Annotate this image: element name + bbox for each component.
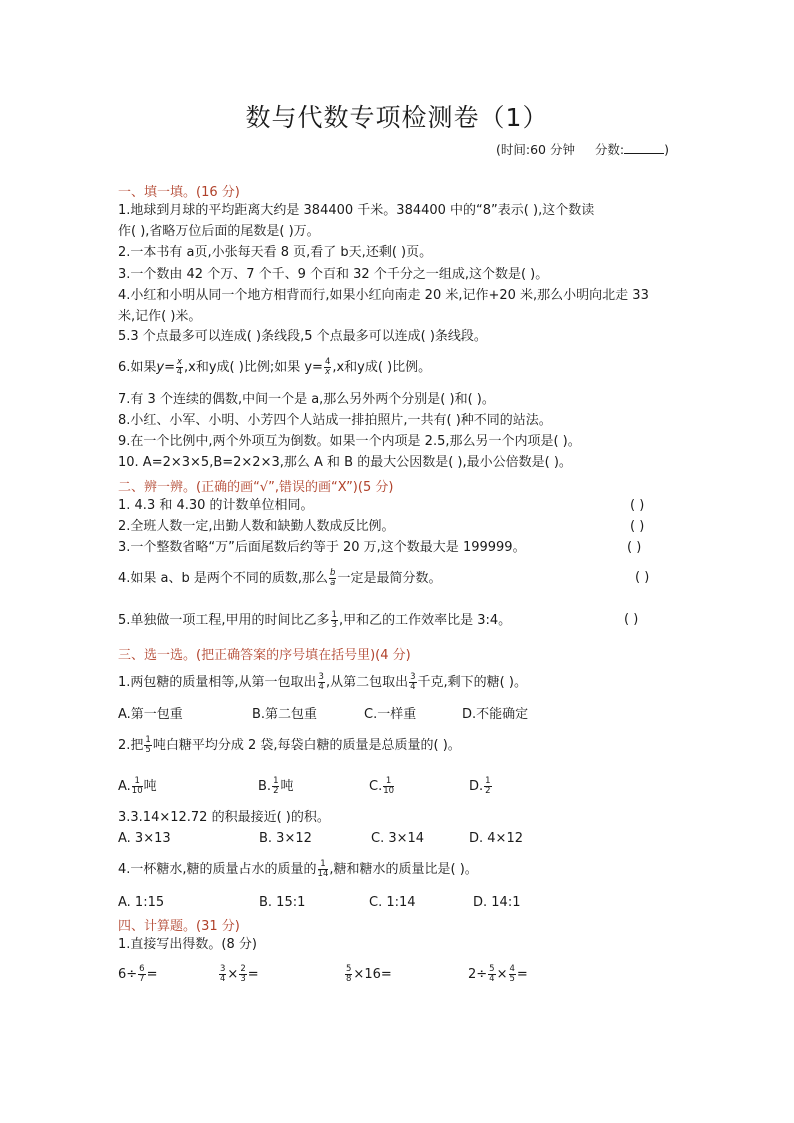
s3-q1 (118, 673, 527, 692)
calc-4-d1: 4 (489, 974, 495, 984)
calc-2-op: × (227, 967, 239, 982)
s3-q1-fraction-2 (409, 673, 416, 692)
s3-q2-c-num: 1 (383, 777, 394, 787)
s3-q2-option-d (469, 777, 493, 796)
s3-q2-a-fraction (132, 777, 143, 796)
calc-1-den: 7 (139, 974, 145, 984)
s3-q4-lead: 4.一杯糖水,糖的质量占水的质量的 (118, 862, 317, 877)
s3-q1-f2-num: 3 (410, 672, 416, 682)
s4-sub1: 1.直接写出得数。(8 分) (118, 937, 257, 952)
s2-q5-answer: ( ) (624, 612, 639, 627)
calc-1-lead: 6÷ (118, 967, 138, 982)
section-1-heading: 一、填一填。(16 分) (118, 185, 240, 200)
calc-4-n1: 5 (489, 964, 495, 974)
calc-1-tail: = (146, 967, 158, 982)
s3-q2-b-label: B. (258, 779, 272, 794)
s2-q5 (118, 611, 511, 630)
s2-q5-num: 1 (331, 610, 337, 620)
calc-3-fraction (345, 965, 352, 984)
s3-q3-option-a: A. 3×13 (118, 831, 171, 846)
s3-q2-b-den: 2 (273, 786, 279, 796)
s3-q2-tail: 吨白糖平均分成 2 袋,每袋白糖的质量是总质量的( )。 (152, 738, 461, 753)
calc-2 (218, 965, 259, 984)
s1-q10: 10. A=2×3×5,B=2×2×3,那么 A 和 B 的最大公因数是( ),最小公倍数是( )。 (118, 455, 572, 470)
s3-q2-option-b (258, 777, 294, 796)
s1-q1-line1: 1.地球到月球的平均距离大约是 384400 千米。384400 中的“8”表示( ),这个数读 (118, 203, 595, 218)
s3-q1-f1-den: 4 (318, 682, 324, 692)
s3-q2-a-label: A. (118, 779, 131, 794)
s3-q4-option-a: A. 1:15 (118, 895, 165, 910)
s3-q2-d-fraction (484, 777, 491, 796)
calc-4-n2: 4 (509, 964, 515, 974)
s3-q2 (118, 736, 461, 755)
s3-q4-option-b: B. 15:1 (259, 895, 306, 910)
calc-4-fraction-2 (509, 965, 516, 984)
s3-q2-a-unit: 吨 (143, 779, 157, 794)
calc-3 (344, 965, 392, 984)
calc-2-n1: 3 (220, 964, 226, 974)
calc-3-tail: ×16= (353, 967, 392, 982)
q6-eq1: y= (156, 360, 175, 375)
s2-q2-answer: ( ) (630, 519, 645, 534)
s3-q1-mid: ,从第二包取出 (325, 675, 409, 690)
q6-mid2: ,x和y成( )比例。 (332, 360, 432, 375)
s3-q2-lead: 2.把 (118, 738, 144, 753)
s3-q2-option-c (369, 777, 395, 796)
s1-q9: 9.在一个比例中,两个外项互为倒数。如果一个内项是 2.5,那么另一个内项是( )。 (118, 434, 581, 449)
calc-1 (118, 965, 158, 984)
q6-mid1: ,x和y成( )比例;如果 y= (184, 360, 323, 375)
calc-4 (468, 965, 528, 984)
section-2-heading: 二、辨一辨。(正确的画“√”,错误的画“X”)(5 分) (118, 480, 394, 495)
calc-2-d1: 4 (220, 974, 226, 984)
s3-q1-tail: 千克,剩下的糖( )。 (417, 675, 527, 690)
s2-q4-answer: ( ) (635, 570, 650, 585)
calc-4-op: × (496, 967, 508, 982)
s2-q1: 1. 4.3 和 4.30 的计数单位相同。 (118, 498, 314, 513)
s3-q1-lead: 1.两包糖的质量相等,从第一包取出 (118, 675, 317, 690)
s2-q4-den: a (330, 578, 336, 588)
exam-meta (496, 140, 669, 158)
s1-q4-line1: 4.小红和小明从同一个地方相背而行,如果小红向南走 20 米,记作+20 米,那么小明向北走 33 (118, 288, 649, 303)
s2-q4-num: b (330, 568, 336, 578)
s2-q5-lead: 5.单独做一项工程,甲用的时间比乙多 (118, 613, 330, 628)
s2-q3-answer: ( ) (627, 540, 642, 555)
s3-q4-option-d: D. 14:1 (473, 895, 521, 910)
s3-q2-a-num: 1 (132, 777, 143, 787)
page-title: 数与代数专项检测卷（1） (245, 103, 549, 132)
s3-q3-option-c: C. 3×14 (371, 831, 425, 846)
s3-q4-num: 1 (318, 860, 329, 870)
score-label: 分数: (594, 142, 625, 157)
s2-q2: 2.全班人数一定,出勤人数和缺勤人数成反比例。 (118, 519, 395, 534)
s3-q2-a-den: 10 (131, 786, 143, 796)
s3-q2-b-fraction (272, 777, 279, 796)
calc-2-fraction-1 (219, 965, 226, 984)
s3-q2-fraction (144, 736, 151, 755)
s1-q6 (118, 358, 431, 377)
calc-2-fraction-2 (239, 965, 246, 984)
meta-close: ) (664, 142, 669, 157)
s3-q4-den: 14 (317, 869, 329, 879)
s3-q2-option-a (118, 777, 157, 796)
calc-1-fraction (138, 965, 145, 984)
s3-q2-c-fraction (383, 777, 394, 796)
calc-4-tail: = (516, 967, 528, 982)
calc-1-num: 6 (139, 964, 145, 974)
s3-q4-fraction (318, 860, 329, 879)
s1-q5: 5.3 个点最多可以连成( )条线段,5 个点最多可以连成( )条线段。 (118, 329, 487, 344)
s3-q2-num: 1 (145, 735, 151, 745)
calc-4-d2: 5 (509, 974, 515, 984)
s3-q1-option-b: B.第二包重 (252, 707, 318, 722)
s1-q7: 7.有 3 个连续的偶数,中间一个是 a,那么另外两个分别是( )和( )。 (118, 392, 495, 407)
s3-q1-option-d: D.不能确定 (462, 707, 529, 722)
s3-q2-den: 5 (145, 745, 151, 755)
s1-q2: 2.一本书有 a页,小张每天看 8 页,看了 b天,还剩( )页。 (118, 245, 433, 260)
s1-q8: 8.小红、小军、小明、小芳四个人站成一排拍照片,一共有( )种不同的站法。 (118, 413, 552, 428)
s2-q4-tail: 一定是最简分数。 (337, 571, 442, 586)
s1-q3: 3.一个数由 42 个万、7 个千、9 个百和 32 个千分之一组成,这个数是( )。 (118, 267, 549, 282)
s3-q2-c-den: 10 (383, 786, 395, 796)
s3-q3: 3.3.14×12.72 的积最接近( )的积。 (118, 810, 330, 825)
s3-q1-fraction-1 (318, 673, 325, 692)
s2-q5-den: 3 (331, 620, 337, 630)
s2-q4-lead: 4.如果 a、b 是两个不同的质数,那么 (118, 571, 329, 586)
s3-q2-c-label: C. (369, 779, 383, 794)
calc-4-fraction-1 (488, 965, 495, 984)
q6-f1-den: 4 (176, 367, 183, 377)
s3-q2-b-unit: 吨 (280, 779, 294, 794)
s3-q1-f1-num: 3 (318, 672, 324, 682)
s3-q2-d-den: 2 (485, 786, 491, 796)
s3-q3-option-d: D. 4×12 (469, 831, 523, 846)
s3-q3-option-b: B. 3×12 (259, 831, 312, 846)
s2-q3: 3.一个整数省略“万”后面尾数后约等于 20 万,这个数最大是 199999。 (118, 540, 526, 555)
q6-fraction-2 (324, 358, 331, 377)
calc-2-n2: 2 (240, 964, 246, 974)
s3-q1-option-a: A.第一包重 (118, 707, 183, 722)
s3-q2-d-label: D. (469, 779, 484, 794)
calc-2-d2: 3 (240, 974, 246, 984)
s3-q2-b-num: 1 (273, 776, 279, 786)
s2-q5-tail: ,甲和乙的工作效率比是 3:4。 (338, 613, 512, 628)
q6-f1-num: x (177, 357, 183, 367)
s3-q1-f2-den: 4 (410, 682, 416, 692)
time-label: (时间:60 分钟 (496, 142, 575, 157)
s2-q4-fraction (329, 569, 336, 588)
s3-q4 (118, 860, 478, 879)
calc-4-lead: 2÷ (468, 967, 488, 982)
calc-2-tail: = (247, 967, 259, 982)
s2-q1-answer: ( ) (630, 498, 645, 513)
q6-fraction-1 (176, 358, 183, 377)
s3-q4-option-c: C. 1:14 (369, 895, 416, 910)
section-3-heading: 三、选一选。(把正确答案的序号填在括号里)(4 分) (118, 648, 411, 663)
score-blank (624, 142, 664, 154)
s1-q4-line2: 米,记作( )米。 (118, 309, 202, 324)
q6-f2-num: 4 (324, 357, 331, 367)
calc-3-den: 8 (346, 974, 352, 984)
s3-q1-option-c: C.一样重 (364, 707, 417, 722)
s3-q4-tail: ,糖和糖水的质量比是( )。 (329, 862, 478, 877)
s2-q5-fraction (331, 611, 338, 630)
calc-3-num: 5 (346, 964, 352, 974)
s3-q2-d-num: 1 (485, 776, 491, 786)
s1-q1-line2: 作( ),省略万位后面的尾数是( )万。 (118, 224, 320, 239)
section-4-heading: 四、计算题。(31 分) (118, 919, 240, 934)
q6-lead: 6.如果 (118, 360, 157, 375)
s2-q4 (118, 569, 441, 588)
q6-f2-den: x (325, 367, 331, 377)
